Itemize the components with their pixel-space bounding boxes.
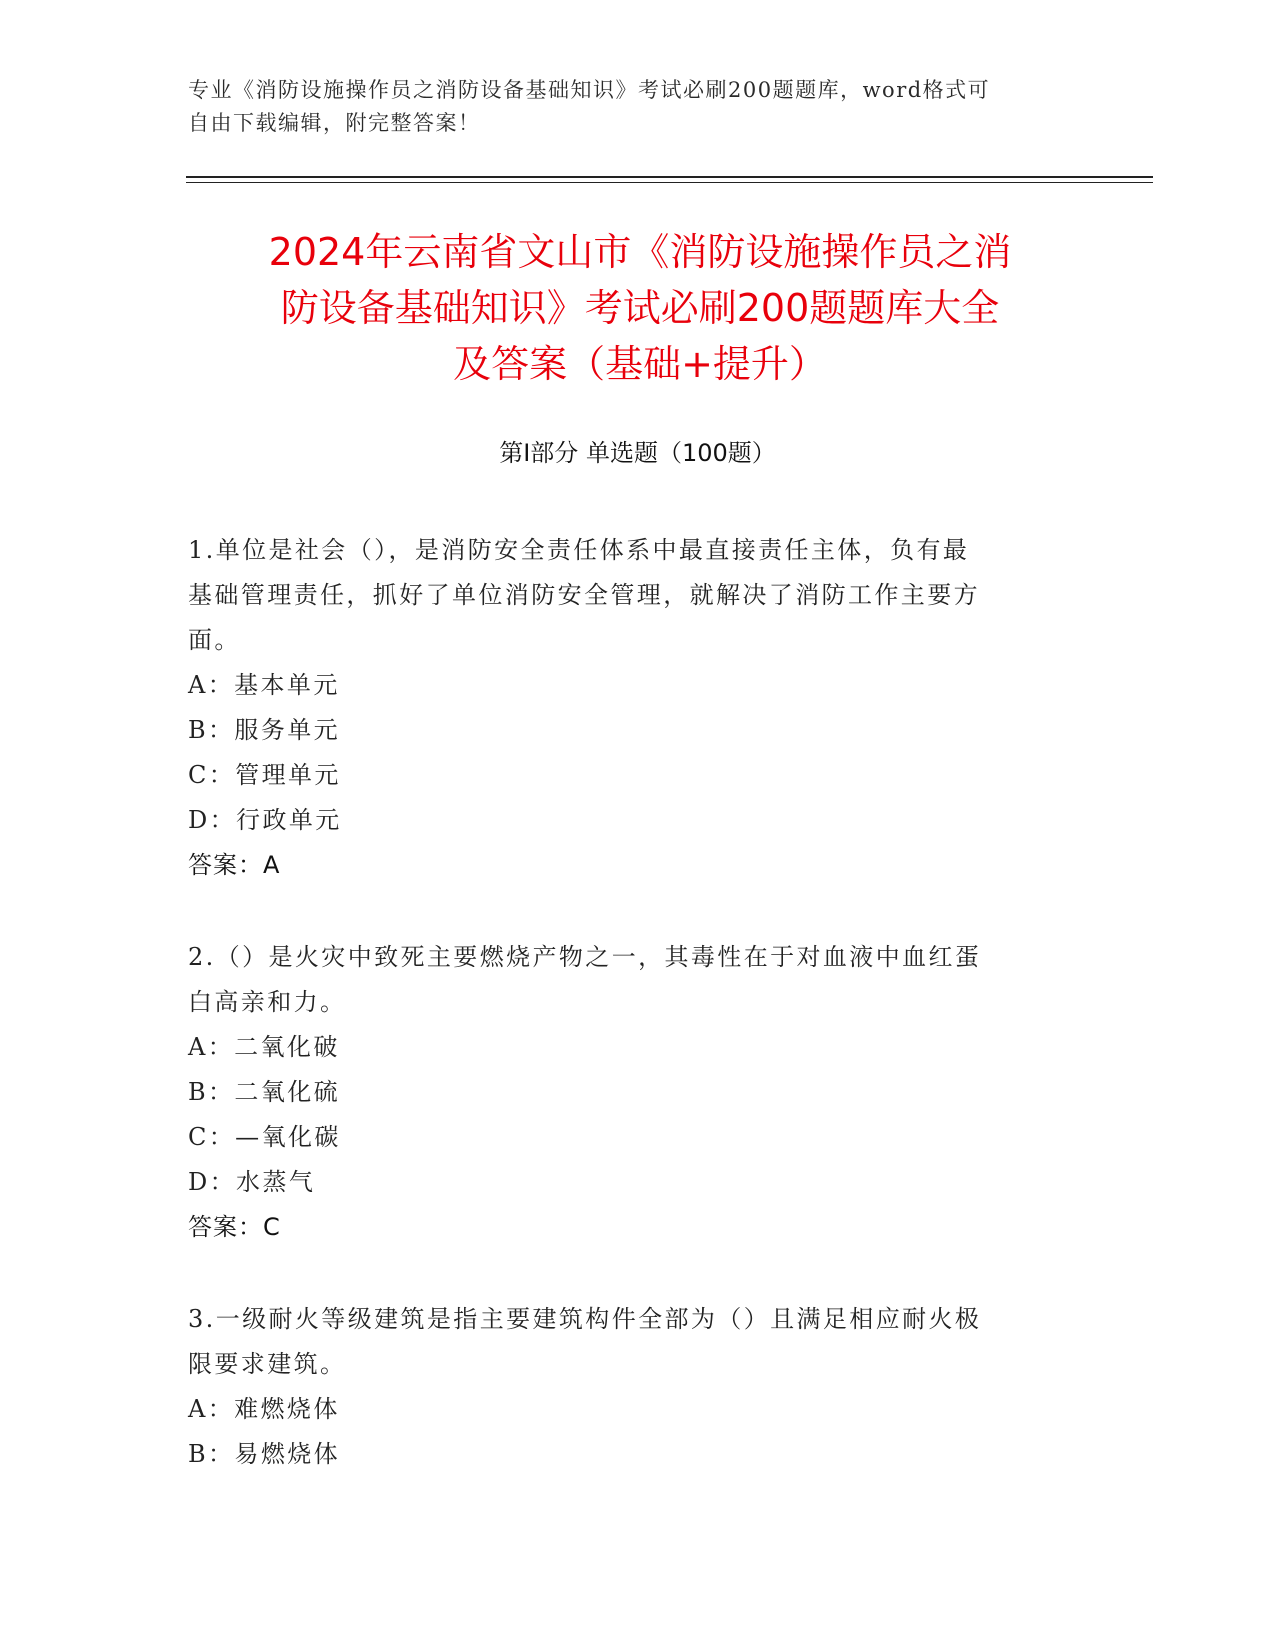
question-spacer xyxy=(188,1250,1068,1297)
stem-line: 白高亲和力。 xyxy=(188,988,347,1016)
stem-line: 2.（）是火灾中致死主要燃烧产物之一，其毒性在于对血液中血红蛋 xyxy=(188,943,982,971)
question-stem xyxy=(188,935,1068,1025)
stem-line: 面。 xyxy=(188,626,241,654)
option-a: A：基本单元 xyxy=(188,671,340,699)
question-list xyxy=(188,528,1068,1477)
answer-line: 答案：A xyxy=(188,851,281,879)
document-title xyxy=(140,224,1140,392)
header-rule-thick xyxy=(186,176,1153,178)
header-rule-thin xyxy=(186,182,1153,183)
question-2 xyxy=(188,935,1068,1250)
option-d: D：水蒸气 xyxy=(188,1168,316,1196)
section-title: 第Ⅰ部分 单选题（100题） xyxy=(499,439,776,467)
stem-line: 1.单位是社会（），是消防安全责任体系中最直接责任主体，负有最 xyxy=(188,536,970,564)
option-a: A：二氧化破 xyxy=(188,1033,340,1061)
title-line-2: 防设备基础知识》考试必刷200题题库大全 xyxy=(280,286,1000,330)
question-3 xyxy=(188,1297,1068,1477)
header-note-line-2: 自由下载编辑，附完整答案！ xyxy=(188,111,481,135)
question-1 xyxy=(188,528,1068,888)
option-b: B：二氧化硫 xyxy=(188,1078,341,1106)
stem-line: 基础管理责任，抓好了单位消防安全管理，就解决了消防工作主要方 xyxy=(188,581,980,609)
option-b: B：服务单元 xyxy=(188,716,341,744)
option-c: C：—氧化碳 xyxy=(188,1123,341,1151)
header-note xyxy=(188,74,1068,140)
question-stem xyxy=(188,1297,1068,1387)
stem-line: 3.一级耐火等级建筑是指主要建筑构件全部为（）且满足相应耐火极 xyxy=(188,1305,982,1333)
option-b: B：易燃烧体 xyxy=(188,1440,341,1468)
question-spacer xyxy=(188,888,1068,935)
option-a: A：难燃烧体 xyxy=(188,1395,340,1423)
title-line-1: 2024年云南省文山市《消防设施操作员之消 xyxy=(268,230,1012,274)
option-d: D：行政单元 xyxy=(188,806,342,834)
stem-line: 限要求建筑。 xyxy=(188,1350,347,1378)
question-stem xyxy=(188,528,1068,663)
answer-line: 答案：C xyxy=(188,1213,281,1241)
title-line-3: 及答案（基础+提升） xyxy=(453,342,827,386)
option-c: C：管理单元 xyxy=(188,761,341,789)
header-note-line-1: 专业《消防设施操作员之消防设备基础知识》考试必刷200题题库，word格式可 xyxy=(188,78,991,102)
